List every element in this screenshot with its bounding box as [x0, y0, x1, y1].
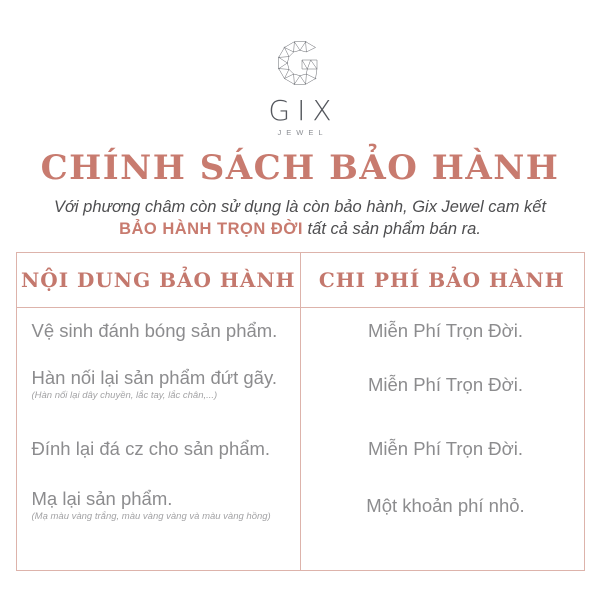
content-text: Hàn nối lại sản phẩm đứt gãy.: [31, 367, 277, 389]
table-column-divider: [300, 253, 301, 570]
page-subtitle: [54, 196, 546, 240]
subtitle-rest: tất cả sản phẩm bán ra.: [302, 219, 481, 238]
content-text: Mạ lại sản phẩm.: [31, 488, 173, 510]
table-header-cost: CHI PHÍ BẢO HÀNH: [318, 267, 565, 292]
cost-cell: Miễn Phí Trọn Đời.: [367, 437, 524, 459]
cost-cell: Miễn Phí Trọn Đời.: [367, 373, 524, 395]
content-note: (Hàn nối lại dây chuyền, lắc tay, lắc chân,...): [31, 390, 218, 402]
cost-cell: Miễn Phí Trọn Đời.: [367, 319, 524, 341]
content-note: (Mạ màu vàng trắng, màu vàng vàng và màu vàng hồng): [31, 511, 271, 523]
brand-tagline: JEWEL: [277, 128, 328, 137]
page-title: CHÍNH SÁCH BẢO HÀNH: [40, 147, 560, 188]
content-text: Vệ sinh đánh bóng sản phẩm.: [31, 319, 278, 341]
content-cell: [17, 354, 308, 416]
brand-header: [261, 30, 338, 137]
cost-cell: Một khoản phí nhỏ.: [366, 494, 525, 516]
content-text: Đính lại đá cz cho sản phẩm.: [31, 437, 271, 459]
content-cell: [17, 308, 308, 354]
warranty-table: [16, 252, 585, 571]
content-cell: [17, 416, 308, 482]
brand-name: GIX: [268, 94, 339, 127]
subtitle-highlight: BẢO HÀNH TRỌN ĐỜI: [119, 219, 303, 238]
table-header-content: NỘI DUNG BẢO HÀNH: [20, 267, 296, 292]
subtitle-line1: Với phương châm còn sử dụng là còn bảo hành, Gix Jewel cam kết: [53, 197, 547, 216]
gix-faceted-g-logo-icon: [270, 30, 330, 96]
content-cell: [17, 482, 308, 530]
